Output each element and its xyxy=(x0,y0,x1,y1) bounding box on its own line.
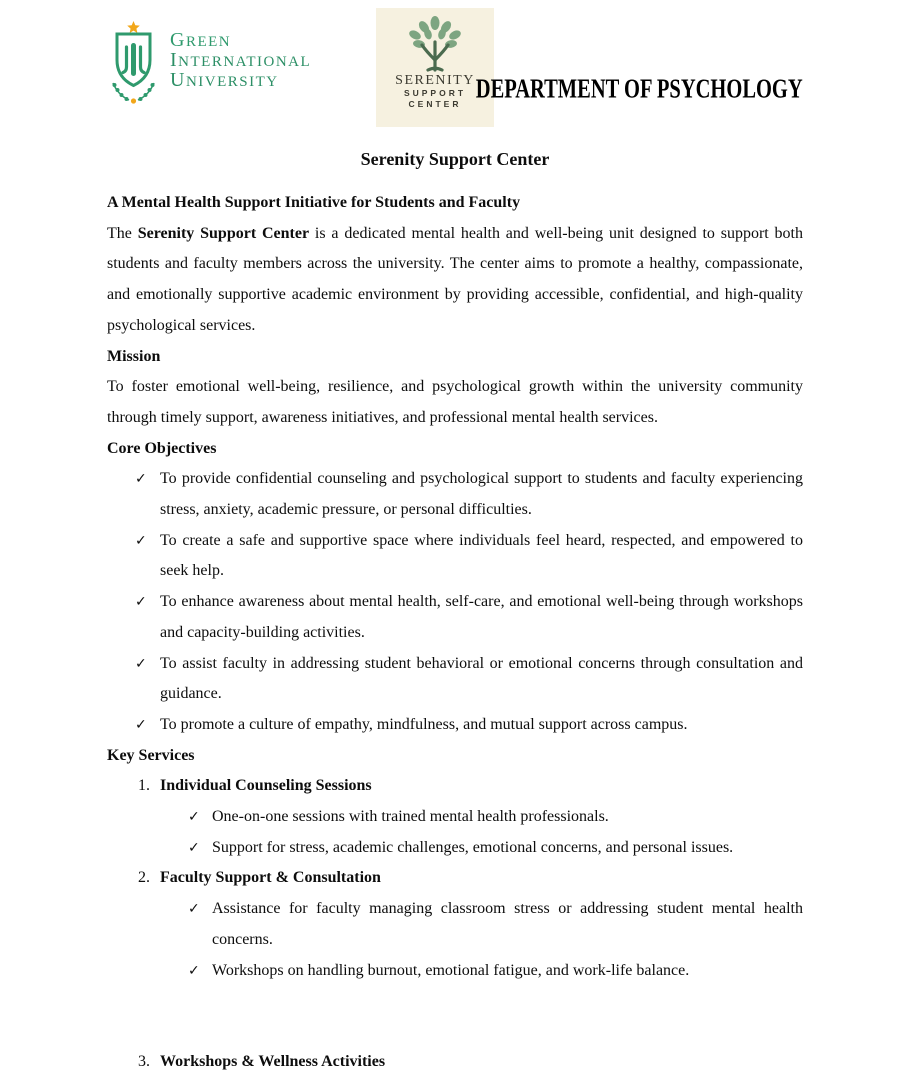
intro-rest: is a dedicated mental health and well-being unit designed to support both students and faculty members across the university. The center aims to promote a healthy, compassionate, and emotionally supportive academic environment by providing accessible, confidential, and high-quality psychological services. xyxy=(107,224,804,334)
objective-item xyxy=(107,526,803,587)
objective-item xyxy=(107,464,803,525)
service-subitem-text: Support for stress, academic challenges, emotional concerns, and personal issues. xyxy=(212,838,734,856)
university-shield-icon xyxy=(110,20,157,106)
service-title: Faculty Support & Consultation xyxy=(160,869,381,887)
objective-item xyxy=(107,649,803,710)
check-icon: ✓ xyxy=(188,901,200,918)
university-name-line1: GREEN xyxy=(170,29,232,51)
objective-text: To provide confidential counseling and psychological support to students and faculty experiencing stress, anxiety, academic pressure, or personal difficulties. xyxy=(160,470,803,519)
check-icon: ✓ xyxy=(135,471,147,488)
check-icon: ✓ xyxy=(188,839,200,856)
service-subitem-text: Workshops on handling burnout, emotional fatigue, and work-life balance. xyxy=(212,961,690,979)
objective-text: To create a safe and supportive space where individuals feel heard, respected, and empowered to seek help. xyxy=(160,531,803,580)
check-icon: ✓ xyxy=(188,809,200,826)
serenity-logo-title: SERENITY xyxy=(395,73,475,88)
service-number: 3. xyxy=(138,1053,150,1071)
university-logo xyxy=(110,20,311,106)
page-header xyxy=(0,0,909,140)
service-title: Workshops & Wellness Activities xyxy=(160,1053,386,1071)
objective-text: To assist faculty in addressing student behavioral or emotional concerns through consultation and guidance. xyxy=(160,654,803,703)
check-icon: ✓ xyxy=(135,716,147,733)
intro-prefix: The xyxy=(107,224,138,242)
department-title: DEPARTMENT OF PSYCHOLOGY xyxy=(476,74,803,105)
university-name-line3: UNIVERSITY xyxy=(170,69,279,91)
intro-bold-name: Serenity Support Center xyxy=(137,224,310,242)
objective-item xyxy=(107,587,803,648)
service-number: 1. xyxy=(138,777,150,795)
subtitle-heading: A Mental Health Support Initiative for Students and Faculty xyxy=(107,194,521,211)
service-subitem-text: Assistance for faculty managing classroom stress or addressing student mental health concerns. xyxy=(212,900,803,948)
document-title: Serenity Support Center xyxy=(360,149,550,169)
service-subitem xyxy=(107,956,803,987)
university-name-line2: INTERNATIONAL xyxy=(170,49,312,71)
mission-heading: Mission xyxy=(107,347,161,365)
objective-text: To promote a culture of empathy, mindfulness, and mutual support across campus. xyxy=(160,715,688,733)
university-name xyxy=(170,20,311,91)
service-item-3 xyxy=(107,1047,803,1078)
service-subitem xyxy=(107,802,803,833)
mission-paragraph: To foster emotional well-being, resilience, and psychological growth within the university community through timely support, awareness initiatives, and professional mental health services. xyxy=(107,378,803,426)
service-subitem-text: One-on-one sessions with trained mental health professionals. xyxy=(212,808,609,826)
objectives-heading: Core Objectives xyxy=(107,439,217,457)
check-icon: ✓ xyxy=(135,532,147,549)
service-subitem xyxy=(107,894,803,955)
page-break-gap xyxy=(107,986,803,1047)
objective-item xyxy=(107,710,803,741)
document-body xyxy=(107,146,803,1078)
serenity-logo-line2: SUPPORT xyxy=(403,88,467,98)
service-item-1 xyxy=(107,771,803,802)
serenity-logo-line3: CENTER xyxy=(408,98,462,109)
service-number: 2. xyxy=(138,869,150,887)
service-title: Individual Counseling Sessions xyxy=(160,777,372,795)
check-icon: ✓ xyxy=(188,962,200,979)
check-icon: ✓ xyxy=(135,594,147,611)
services-heading: Key Services xyxy=(107,746,195,764)
serenity-logo xyxy=(376,8,494,127)
check-icon: ✓ xyxy=(135,655,147,672)
service-item-2 xyxy=(107,863,803,894)
tree-icon xyxy=(402,14,468,72)
objective-text: To enhance awareness about mental health, self-care, and emotional well-being through workshops and capacity-building activities. xyxy=(160,593,803,641)
service-subitem xyxy=(107,833,803,864)
intro-paragraph xyxy=(107,219,803,342)
